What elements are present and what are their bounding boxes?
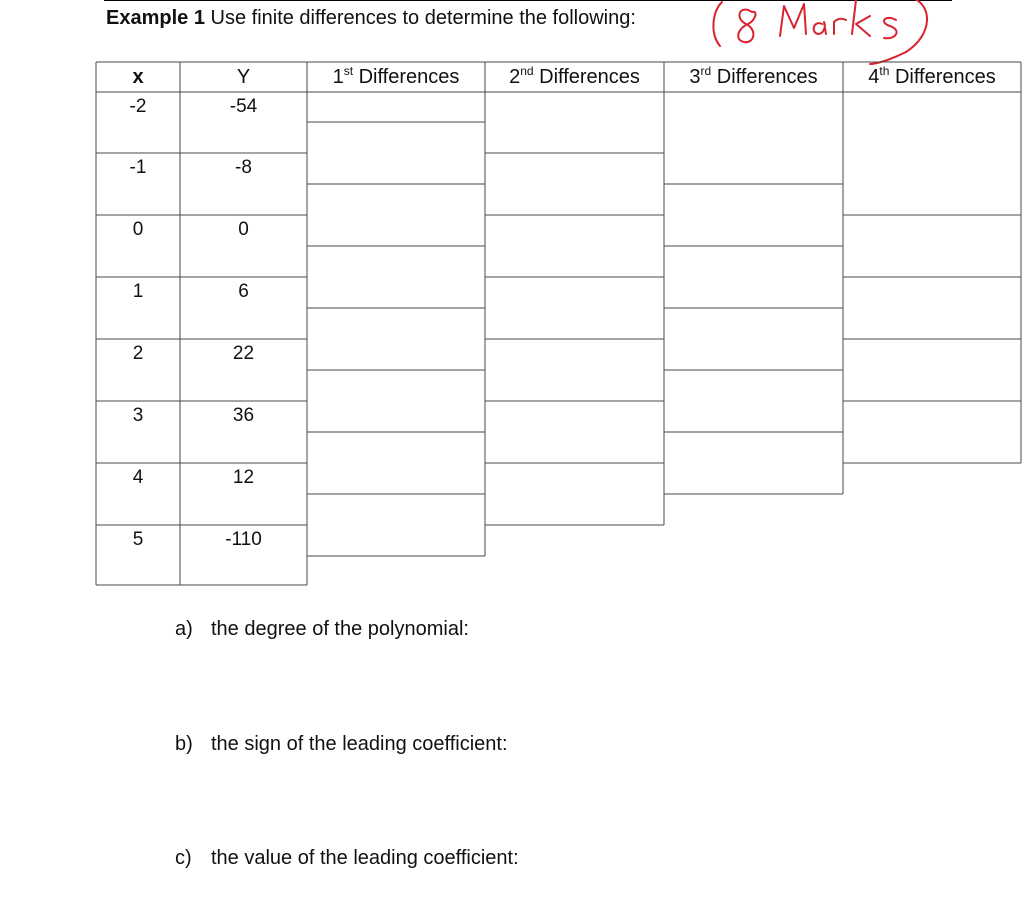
question-label: c) bbox=[175, 847, 192, 869]
y-value: 22 bbox=[232, 343, 255, 364]
y-value: -8 bbox=[235, 157, 252, 178]
header-x: x bbox=[132, 66, 144, 88]
y-value: 12 bbox=[232, 467, 255, 488]
x-value: 3 bbox=[132, 405, 144, 426]
x-value: 2 bbox=[132, 343, 144, 364]
example-instructions: Use finite differences to determine the following: bbox=[204, 7, 636, 29]
question-label: b) bbox=[175, 733, 193, 755]
x-value: 4 bbox=[132, 467, 144, 488]
question-label: a) bbox=[175, 618, 193, 640]
y-value: -54 bbox=[229, 96, 258, 117]
header-4th-differences: 4th Differences bbox=[868, 64, 996, 88]
header-2nd-differences: 2nd Differences bbox=[509, 64, 640, 88]
x-value: -2 bbox=[129, 96, 147, 117]
question-text: the value of the leading coefficient: bbox=[211, 847, 519, 869]
question-c bbox=[175, 847, 519, 870]
question-b bbox=[175, 733, 508, 756]
x-value: 1 bbox=[132, 281, 144, 302]
header-y: Y bbox=[236, 66, 251, 88]
header-3rd-differences: 3rd Differences bbox=[689, 64, 818, 88]
example-label: Example 1 bbox=[106, 7, 205, 29]
y-value: 36 bbox=[232, 405, 255, 426]
y-value: 0 bbox=[238, 219, 249, 240]
question-text: the sign of the leading coefficient: bbox=[211, 733, 508, 755]
y-value: -110 bbox=[225, 529, 262, 550]
handwritten-marks-icon bbox=[700, 0, 950, 66]
header-1st-differences: 1st Differences bbox=[332, 64, 460, 88]
marks-annotation bbox=[700, 0, 950, 66]
y-value: 6 bbox=[238, 281, 249, 302]
x-value: -1 bbox=[129, 157, 147, 178]
question-a bbox=[175, 618, 469, 641]
question-text: the degree of the polynomial: bbox=[211, 618, 469, 640]
example-heading bbox=[106, 7, 636, 30]
x-value: 0 bbox=[132, 219, 144, 240]
x-value: 5 bbox=[132, 529, 144, 550]
